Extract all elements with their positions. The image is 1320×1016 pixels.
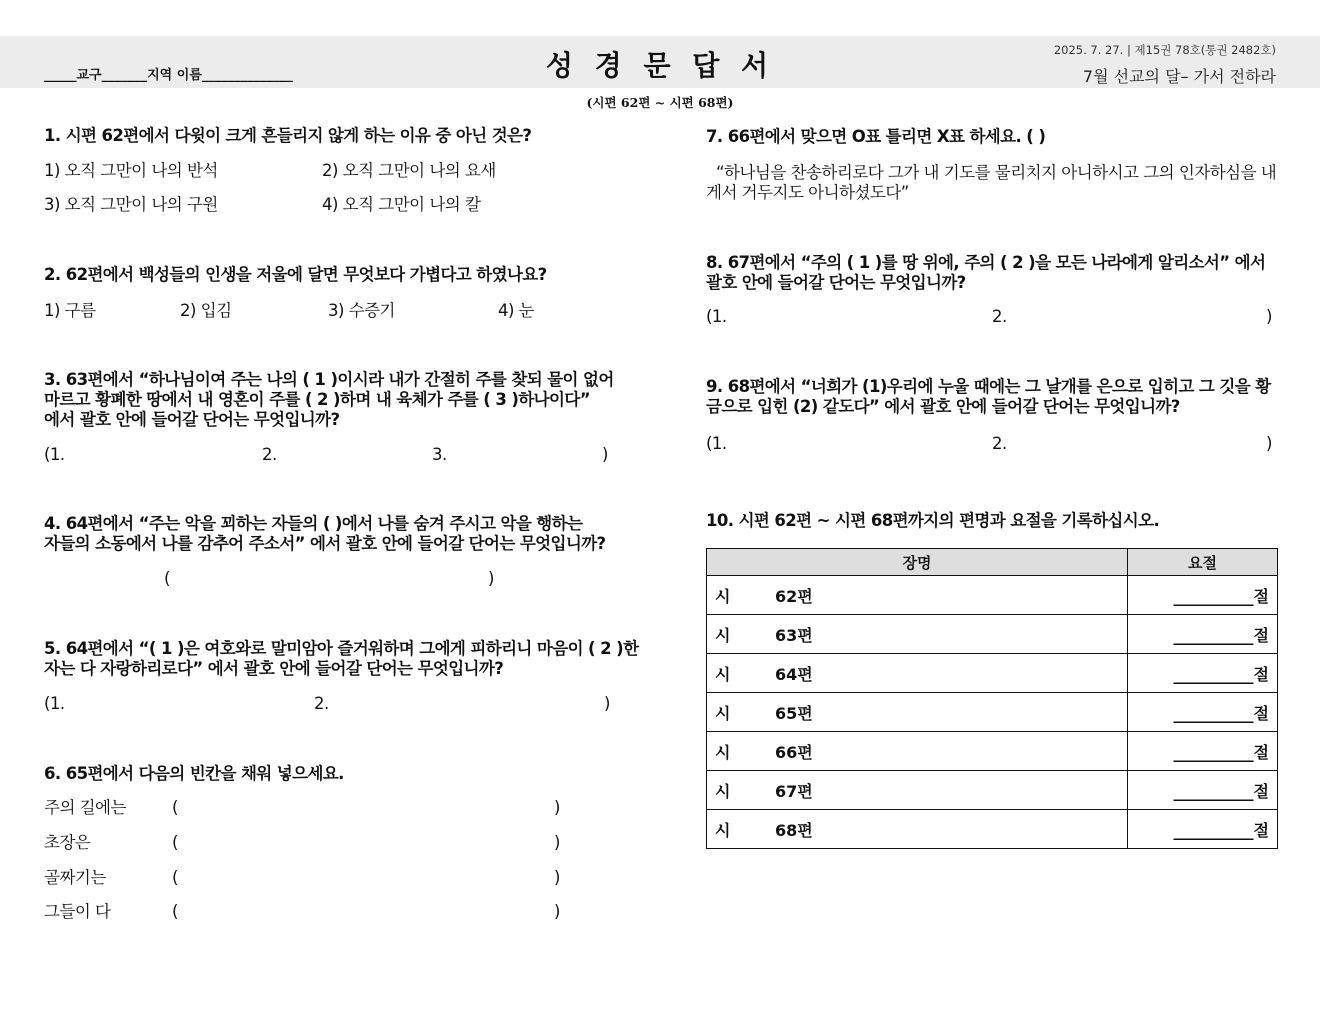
q5-close-paren: ) bbox=[604, 694, 610, 713]
column-header-chapter: 장명 bbox=[707, 549, 1128, 576]
q8-answer-2: 2. bbox=[992, 307, 1007, 326]
q9-close-paren: ) bbox=[1266, 434, 1272, 453]
q5-answer-2: 2. bbox=[314, 694, 329, 713]
q3-answer-2: 2. bbox=[262, 445, 277, 464]
q6-row-close: ) bbox=[554, 798, 560, 817]
question-3-line-1: 3. 63편에서 “하나님이여 주는 나의 ( 1 )이시라 내가 간절히 주를 찾되 물이 없어 bbox=[44, 370, 614, 389]
table-row bbox=[707, 654, 1278, 693]
q2-option-2: 2) 입김 bbox=[180, 301, 232, 320]
q8-answer-1: (1. bbox=[706, 307, 727, 326]
question-8-line-2: 괄호 안에 들어갈 단어는 무엇입니까? bbox=[706, 273, 966, 292]
page-title: 성 경 문 답 서 bbox=[545, 49, 775, 82]
chapter-label: 62편 bbox=[775, 586, 813, 606]
q7-quote-line-1: “하나님을 찬송하리로다 그가 내 기도를 물리치지 아니하시고 그의 인자하심을 내 bbox=[716, 163, 1277, 182]
verse-blank[interactable]: __________절 bbox=[1128, 810, 1278, 849]
table-row bbox=[707, 576, 1278, 615]
chapter-cell bbox=[707, 732, 1128, 771]
q6-row-label: 초장은 bbox=[44, 833, 91, 852]
verse-blank[interactable]: __________절 bbox=[1128, 654, 1278, 693]
chapter-cell bbox=[707, 693, 1128, 732]
table-header-row bbox=[707, 549, 1278, 576]
question-9-line-1: 9. 68편에서 “너희가 (1)우리에 누울 때에는 그 날개를 은으로 입히고 그 깃을 황 bbox=[706, 377, 1271, 396]
table-row bbox=[707, 771, 1278, 810]
book-label: 시 bbox=[715, 664, 731, 684]
q1-option-3: 3) 오직 그만이 나의 구원 bbox=[44, 195, 218, 214]
question-3-line-2: 마르고 황폐한 땅에서 내 영혼이 주를 ( 2 )하며 내 육체가 주를 ( 3 )하나이다” bbox=[44, 390, 590, 409]
question-6: 6. 65편에서 다음의 빈칸을 채워 넣으세요. bbox=[44, 764, 344, 783]
q6-row-close: ) bbox=[554, 902, 560, 921]
verse-blank[interactable]: __________절 bbox=[1128, 771, 1278, 810]
chapter-cell bbox=[707, 576, 1128, 615]
q6-row-open: ( bbox=[172, 902, 178, 921]
q6-row-open: ( bbox=[172, 798, 178, 817]
chapter-cell bbox=[707, 771, 1128, 810]
book-label: 시 bbox=[715, 703, 731, 723]
q4-close-paren: ) bbox=[488, 569, 494, 588]
verse-blank[interactable]: __________절 bbox=[1128, 693, 1278, 732]
book-label: 시 bbox=[715, 625, 731, 645]
chapter-label: 66편 bbox=[775, 742, 813, 762]
q6-row-close: ) bbox=[554, 833, 560, 852]
page-subtitle: (시편 62편 ~ 시편 68편) bbox=[586, 95, 734, 110]
name-fill-line: _____교구_______지역 이름______________ bbox=[44, 68, 293, 83]
book-label: 시 bbox=[715, 742, 731, 762]
q1-option-1: 1) 오직 그만이 나의 반석 bbox=[44, 161, 218, 180]
verse-blank[interactable]: __________절 bbox=[1128, 576, 1278, 615]
issue-info: 2025. 7. 27. | 제15권 78호(통권 2482호) bbox=[1053, 43, 1276, 57]
book-label: 시 bbox=[715, 820, 731, 840]
q8-close-paren: ) bbox=[1266, 307, 1272, 326]
verse-blank[interactable]: __________절 bbox=[1128, 615, 1278, 654]
question-5-line-2: 자는 다 자랑하리로다” 에서 괄호 안에 들어갈 단어는 무엇입니까? bbox=[44, 659, 504, 678]
question-5-line-1: 5. 64편에서 “( 1 )은 여호와로 말미암아 즐거워하며 그에게 피하리니 마음이 ( 2 )한 bbox=[44, 639, 639, 658]
q3-answer-3: 3. bbox=[432, 445, 447, 464]
chapter-label: 68편 bbox=[775, 820, 813, 840]
q6-row-label: 골짜기는 bbox=[44, 868, 106, 887]
q6-row-label: 주의 길에는 bbox=[44, 798, 126, 817]
q2-option-1: 1) 구름 bbox=[44, 301, 96, 320]
chapter-label: 64편 bbox=[775, 664, 813, 684]
q1-option-4: 4) 오직 그만이 나의 칼 bbox=[322, 195, 481, 214]
chapter-cell bbox=[707, 654, 1128, 693]
monthly-theme: 7월 선교의 달– 가서 전하라 bbox=[1082, 67, 1276, 86]
question-9-line-2: 금으로 입힌 (2) 같도다” 에서 괄호 안에 들어갈 단어는 무엇입니까? bbox=[706, 397, 1180, 416]
question-1: 1. 시편 62편에서 다윗이 크게 흔들리지 않게 하는 이유 중 아닌 것은? bbox=[44, 126, 532, 145]
verse-blank[interactable]: __________절 bbox=[1128, 732, 1278, 771]
question-2: 2. 62편에서 백성들의 인생을 저울에 달면 무엇보다 가볍다고 하였나요? bbox=[44, 265, 547, 284]
table-row bbox=[707, 732, 1278, 771]
book-label: 시 bbox=[715, 586, 731, 606]
question-7: 7. 66편에서 맞으면 O표 틀리면 X표 하세요. ( ) bbox=[706, 127, 1046, 146]
column-header-verse: 요절 bbox=[1128, 549, 1278, 576]
question-3-line-3: 에서 괄호 안에 들어갈 단어는 무엇입니까? bbox=[44, 410, 340, 429]
question-8-line-1: 8. 67편에서 “주의 ( 1 )를 땅 위에, 주의 ( 2 )을 모든 나라에게 알리소서” 에서 bbox=[706, 253, 1266, 272]
q3-answer-1: (1. bbox=[44, 445, 65, 464]
table-row bbox=[707, 615, 1278, 654]
chapter-cell bbox=[707, 810, 1128, 849]
chapter-cell bbox=[707, 615, 1128, 654]
q9-answer-1: (1. bbox=[706, 434, 727, 453]
q1-option-2: 2) 오직 그만이 나의 요새 bbox=[322, 161, 496, 180]
q2-option-4: 4) 눈 bbox=[498, 301, 535, 320]
q2-option-3: 3) 수증기 bbox=[328, 301, 395, 320]
q6-row-close: ) bbox=[554, 868, 560, 887]
chapter-label: 63편 bbox=[775, 625, 813, 645]
q3-close-paren: ) bbox=[602, 445, 608, 464]
chapter-label: 67편 bbox=[775, 781, 813, 801]
q5-answer-1: (1. bbox=[44, 694, 65, 713]
question-10: 10. 시편 62편 ~ 시편 68편까지의 편명과 요절을 기록하십시오. bbox=[706, 511, 1160, 530]
chapter-label: 65편 bbox=[775, 703, 813, 723]
q6-row-label: 그들이 다 bbox=[44, 902, 111, 921]
verse-record-table bbox=[706, 548, 1278, 849]
table-row bbox=[707, 810, 1278, 849]
q6-row-open: ( bbox=[172, 833, 178, 852]
q9-answer-2: 2. bbox=[992, 434, 1007, 453]
question-4-line-2: 자들의 소동에서 나를 감추어 주소서” 에서 괄호 안에 들어갈 단어는 무엇입니까? bbox=[44, 534, 606, 553]
table-row bbox=[707, 693, 1278, 732]
book-label: 시 bbox=[715, 781, 731, 801]
question-4-line-1: 4. 64편에서 “주는 악을 꾀하는 자들의 ( )에서 나를 숨겨 주시고 악을 행하는 bbox=[44, 514, 583, 533]
q7-quote-line-2: 게서 거두지도 아니하셨도다” bbox=[706, 183, 909, 202]
q4-open-paren: ( bbox=[164, 569, 170, 588]
q6-row-open: ( bbox=[172, 868, 178, 887]
